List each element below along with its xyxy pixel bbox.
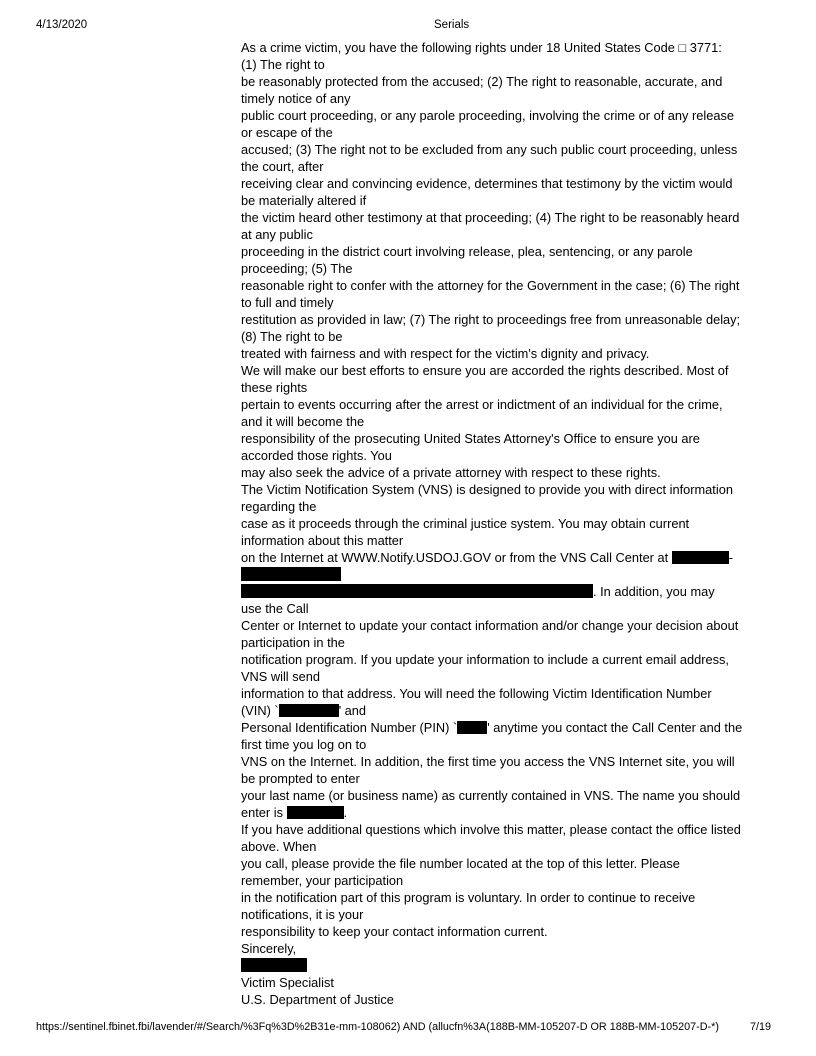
letter-line: above. When xyxy=(241,839,317,854)
letter-line: timely notice of any xyxy=(241,91,351,106)
letter-line: (VIN) ` ' and xyxy=(241,703,367,718)
redaction-box xyxy=(241,567,341,581)
letter-body xyxy=(241,39,741,1008)
letter-line: participation in the xyxy=(241,635,345,650)
letter-line: receiving clear and convincing evidence, determines that testimony by the victim would xyxy=(241,176,733,191)
print-footer-page-number: 7/19 xyxy=(750,1021,772,1033)
letter-line: regarding the xyxy=(241,499,317,514)
print-footer-url: https://sentinel.fbinet.fbi/lavender/#/Search/%3Fq%3D%2B31e-mm-108062) AND (allucfn%3A(188B-MM-105207-D OR 188B-MM-105207-D-*) xyxy=(36,1021,719,1033)
print-header-date: 4/13/2020 xyxy=(36,19,88,31)
letter-line: enter is . xyxy=(241,805,348,820)
letter-line: at any public xyxy=(241,227,313,242)
letter-line: case as it proceeds through the criminal justice system. You may obtain current xyxy=(241,516,690,531)
letter-line: be reasonably protected from the accused; (2) The right to reasonable, accurate, and xyxy=(241,74,723,89)
letter-line xyxy=(241,566,741,583)
letter-line: pertain to events occurring after the arrest or indictment of an individual for the crime, xyxy=(241,397,723,412)
letter-line: (8) The right to be xyxy=(241,329,343,344)
letter-line: your last name (or business name) as currently contained in VNS. The name you should xyxy=(241,788,741,803)
letter-line: first time you log on to xyxy=(241,737,367,752)
letter-line: restitution as provided in law; (7) The right to proceedings free from unreasonable delay; xyxy=(241,312,741,327)
letter-line: or escape of the xyxy=(241,125,333,140)
letter-line: accorded those rights. You xyxy=(241,448,392,463)
redaction-box xyxy=(241,584,593,598)
letter-line: information to that address. You will need the following Victim Identification Number xyxy=(241,686,712,701)
letter-line: public court proceeding, or any parole proceeding, involving the crime or of any release xyxy=(241,108,734,123)
redaction-box xyxy=(279,704,339,717)
letter-line xyxy=(241,957,741,974)
letter-line: If you have additional questions which involve this matter, please contact the office listed xyxy=(241,822,741,837)
letter-line: Sincerely, xyxy=(241,941,297,956)
letter-line: these rights xyxy=(241,380,308,395)
letter-line: the victim heard other testimony at that proceeding; (4) The right to be reasonably heard xyxy=(241,210,740,225)
letter-line: treated with fairness and with respect for the victim's dignity and privacy. xyxy=(241,346,650,361)
letter-line: you call, please provide the file number located at the top of this letter. Please xyxy=(241,856,680,871)
letter-line: responsibility of the prosecuting United States Attorney's Office to ensure you are xyxy=(241,431,700,446)
letter-line: proceeding in the district court involving release, plea, sentencing, or any parole xyxy=(241,244,693,259)
letter-line: to full and timely xyxy=(241,295,334,310)
letter-line: responsibility to keep your contact information current. xyxy=(241,924,548,939)
letter-line: Victim Specialist xyxy=(241,975,334,990)
redaction-box xyxy=(457,721,487,734)
letter-line: notifications, it is your xyxy=(241,907,364,922)
letter-line: on the Internet at WWW.Notify.USDOJ.GOV or from the VNS Call Center at - xyxy=(241,550,733,565)
letter-line: in the notification part of this program is voluntary. In order to continue to receive xyxy=(241,890,696,905)
letter-line: remember, your participation xyxy=(241,873,404,888)
redaction-box xyxy=(287,806,344,819)
letter-line: may also seek the advice of a private attorney with respect to these rights. xyxy=(241,465,661,480)
letter-line: . In addition, you may xyxy=(241,583,741,600)
letter-line: (1) The right to xyxy=(241,57,325,72)
letter-line: use the Call xyxy=(241,601,309,616)
letter-line: notification program. If you update your information to include a current email address, xyxy=(241,652,729,667)
letter-line: Personal Identification Number (PIN) ` ' anytime you contact the Call Center and the xyxy=(241,720,743,735)
redaction-box xyxy=(241,958,307,972)
letter-line: reasonable right to confer with the attorney for the Government in the case; (6) The right xyxy=(241,278,740,293)
letter-line: information about this matter xyxy=(241,533,404,548)
letter-line: be prompted to enter xyxy=(241,771,360,786)
letter-line: proceeding; (5) The xyxy=(241,261,353,276)
letter-line: Center or Internet to update your contact information and/or change your decision about xyxy=(241,618,739,633)
letter-line: accused; (3) The right not to be excluded from any such public court proceeding, unless xyxy=(241,142,738,157)
letter-line: As a crime victim, you have the following rights under 18 United States Code □ 3771: xyxy=(241,40,722,55)
letter-line: U.S. Department of Justice xyxy=(241,992,394,1007)
letter-line: be materially altered if xyxy=(241,193,367,208)
letter-line: and it will become the xyxy=(241,414,365,429)
letter-line: We will make our best efforts to ensure you are accorded the rights described. Most of xyxy=(241,363,729,378)
letter-line: VNS will send xyxy=(241,669,320,684)
letter-line: the court, after xyxy=(241,159,324,174)
print-header-title: Serials xyxy=(434,19,470,31)
redaction-box xyxy=(672,551,729,564)
letter-line: VNS on the Internet. In addition, the first time you access the VNS Internet site, you will xyxy=(241,754,735,769)
letter-line: The Victim Notification System (VNS) is designed to provide you with direct information xyxy=(241,482,733,497)
